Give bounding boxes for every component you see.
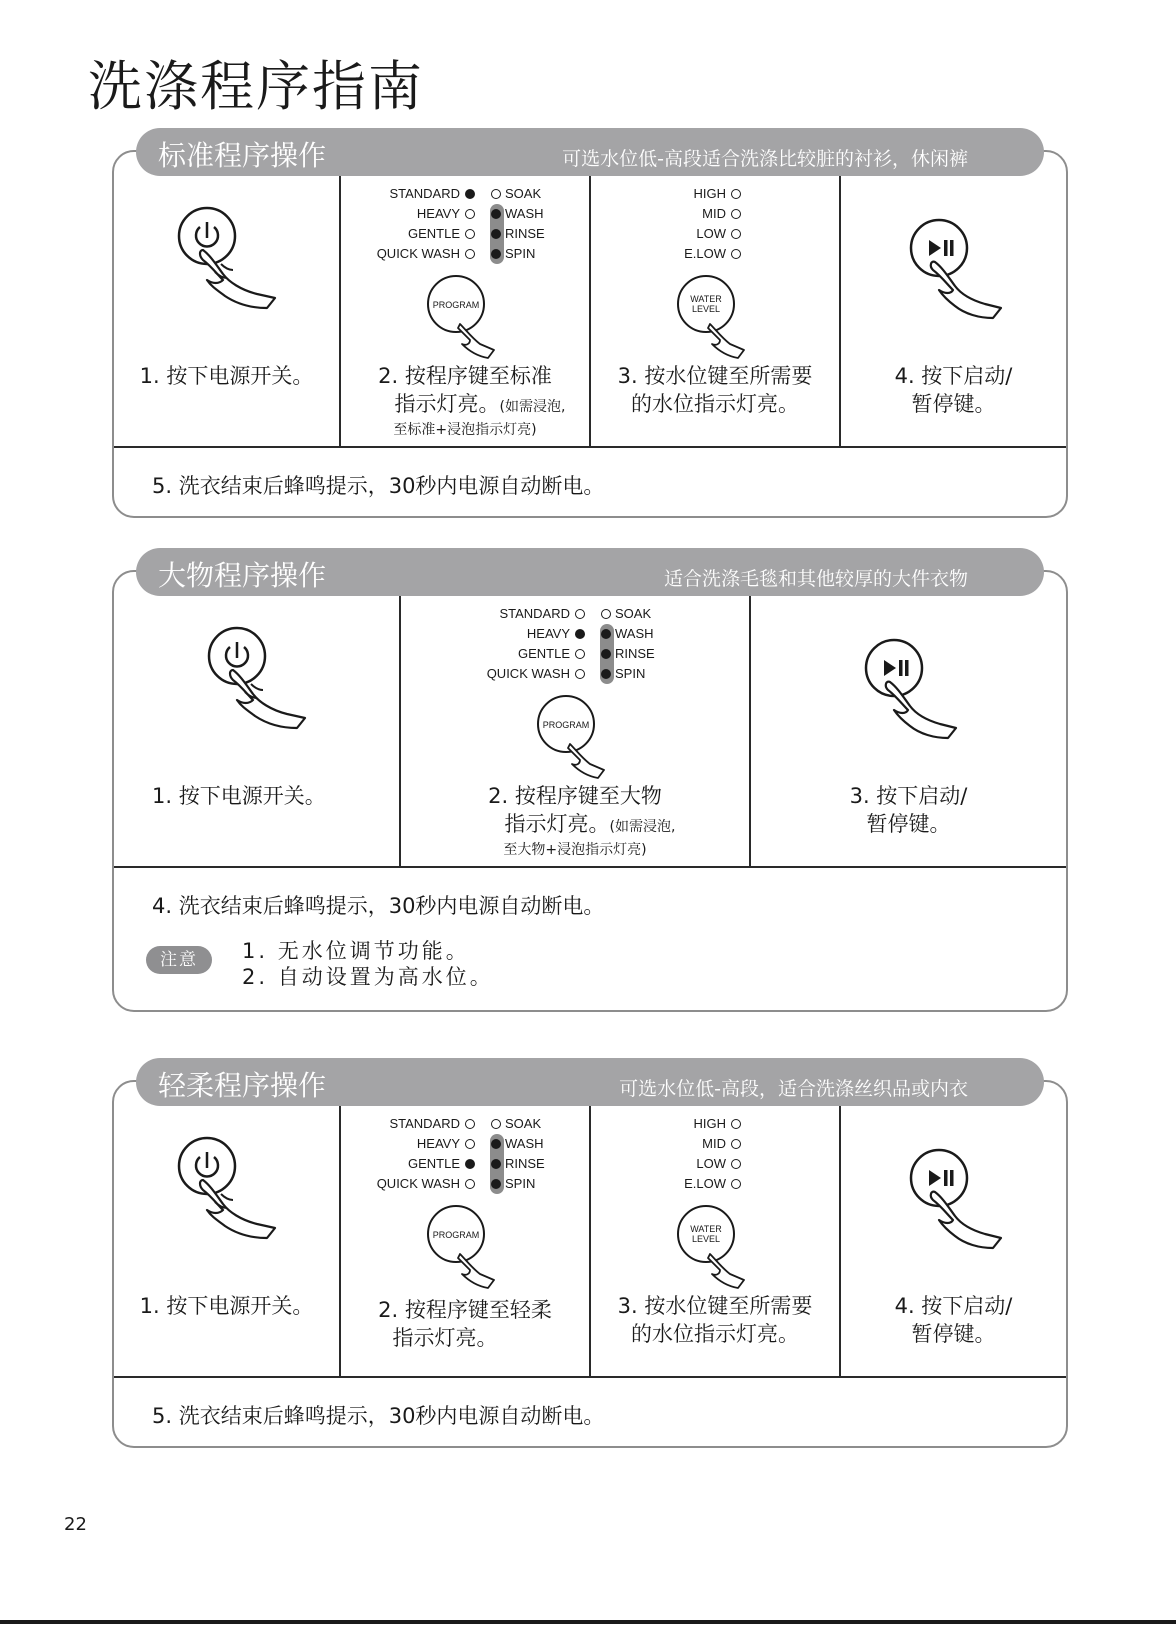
indicator-light-icon bbox=[601, 609, 611, 619]
start-pause-button-icon[interactable] bbox=[899, 1146, 1009, 1256]
phase-rinse: RINSE bbox=[491, 1154, 545, 1174]
indicator-heavy: HEAVY bbox=[481, 624, 585, 644]
indicator-light-icon bbox=[491, 1179, 501, 1189]
indicator-light-icon bbox=[575, 629, 585, 639]
power-button-icon[interactable] bbox=[167, 1130, 287, 1250]
indicator-light-icon bbox=[491, 1139, 501, 1149]
indicator-light-icon bbox=[731, 189, 741, 199]
power-button-icon[interactable] bbox=[167, 200, 287, 320]
indicator-light-icon bbox=[491, 229, 501, 239]
power-button-icon[interactable] bbox=[197, 620, 317, 740]
level-mid: MID bbox=[651, 204, 741, 224]
section-description: 可选水位低-高段，适合洗涤丝织品或内衣 bbox=[619, 1078, 968, 1100]
indicator-gentle: GENTLE bbox=[371, 1154, 475, 1174]
step-3-caption: 3. 按水位键至所需要 的水位指示灯亮。 bbox=[617, 1294, 813, 1346]
section-title: 轻柔程序操作 bbox=[158, 1069, 327, 1102]
section-footer: 5. 洗衣结束后蜂鸣提示，30秒内电源自动断电。 bbox=[152, 474, 605, 498]
step-4-caption: 4. 按下启动/ 暂停键。 bbox=[894, 1294, 1013, 1346]
indicator-light-icon bbox=[491, 209, 501, 219]
phase-spin: SPIN bbox=[601, 664, 655, 684]
section-description: 适合洗涤毛毯和其他较厚的大件衣物 bbox=[663, 568, 968, 590]
start-pause-button-icon[interactable] bbox=[899, 216, 1009, 326]
start-pause-button-icon[interactable] bbox=[854, 636, 964, 746]
section-footer: 5. 洗衣结束后蜂鸣提示，30秒内电源自动断电。 bbox=[152, 1404, 605, 1428]
step-2-caption: 2. 按程序键至标准 指示灯亮。(如需浸泡, 至标准+浸泡指示灯亮) bbox=[378, 364, 566, 438]
program-button-icon[interactable] bbox=[530, 692, 620, 782]
step-3-caption: 3. 按下启动/ 暂停键。 bbox=[849, 784, 968, 836]
level-high: HIGH bbox=[651, 184, 741, 204]
phase-indicators bbox=[491, 1114, 545, 1194]
step-3-cell bbox=[591, 176, 841, 446]
section-header bbox=[136, 128, 1044, 176]
indicator-standard: STANDARD bbox=[371, 184, 475, 204]
water-level-button-icon[interactable] bbox=[670, 1202, 760, 1292]
water-button-label-2: LEVEL bbox=[691, 304, 721, 314]
water-level-indicators bbox=[651, 1114, 741, 1194]
section-header bbox=[136, 1058, 1044, 1106]
step-4-cell bbox=[841, 176, 1066, 446]
indicator-gentle: GENTLE bbox=[371, 224, 475, 244]
step-4-caption: 4. 按下启动/ 暂停键。 bbox=[894, 364, 1013, 416]
gentle-program-section bbox=[112, 1069, 1068, 1448]
indicator-light-icon bbox=[491, 249, 501, 259]
step-1-caption: 1. 按下电源开关。 bbox=[139, 364, 314, 388]
level-mid: MID bbox=[651, 1134, 741, 1154]
indicator-quick-wash: QUICK WASH bbox=[481, 664, 585, 684]
indicator-light-icon bbox=[575, 609, 585, 619]
indicator-light-icon bbox=[731, 1179, 741, 1189]
indicator-light-icon bbox=[731, 209, 741, 219]
step-4-cell bbox=[841, 1106, 1066, 1376]
indicator-gentle: GENTLE bbox=[481, 644, 585, 664]
note-lines: 1. 无水位调节功能。 2. 自动设置为高水位。 bbox=[242, 939, 494, 989]
step-2-cell bbox=[341, 176, 591, 446]
phase-soak: SOAK bbox=[601, 604, 655, 624]
step-2-cell bbox=[341, 1106, 591, 1376]
indicator-heavy: HEAVY bbox=[371, 204, 475, 224]
water-level-indicators bbox=[651, 184, 741, 264]
program-indicators bbox=[481, 604, 585, 684]
indicator-light-icon bbox=[731, 1119, 741, 1129]
indicator-light-icon bbox=[465, 1119, 475, 1129]
phase-spin: SPIN bbox=[491, 244, 545, 264]
steps-row bbox=[114, 1106, 1066, 1378]
steps-row bbox=[114, 176, 1066, 448]
indicator-light-icon bbox=[465, 209, 475, 219]
indicator-quick-wash: QUICK WASH bbox=[371, 1174, 475, 1194]
phase-wash: WASH bbox=[601, 624, 655, 644]
step-1-caption: 1. 按下电源开关。 bbox=[139, 1294, 314, 1318]
level-elow: E.LOW bbox=[651, 244, 741, 264]
water-button-label-2: LEVEL bbox=[691, 1234, 721, 1244]
level-low: LOW bbox=[651, 1154, 741, 1174]
level-elow: E.LOW bbox=[651, 1174, 741, 1194]
step-1-cell bbox=[114, 596, 401, 866]
phase-rinse: RINSE bbox=[491, 224, 545, 244]
indicator-heavy: HEAVY bbox=[371, 1134, 475, 1154]
level-high: HIGH bbox=[651, 1114, 741, 1134]
phase-soak: SOAK bbox=[491, 184, 545, 204]
section-title: 大物程序操作 bbox=[158, 559, 327, 592]
indicator-standard: STANDARD bbox=[371, 1114, 475, 1134]
section-title: 标准程序操作 bbox=[158, 139, 327, 172]
step-2-caption: 2. 按程序键至大物 指示灯亮。(如需浸泡, 至大物+浸泡指示灯亮) bbox=[488, 784, 676, 858]
step-3-cell bbox=[591, 1106, 841, 1376]
indicator-light-icon bbox=[731, 1139, 741, 1149]
step-1-cell bbox=[114, 1106, 341, 1376]
phase-wash: WASH bbox=[491, 204, 545, 224]
program-button-icon[interactable] bbox=[420, 272, 510, 362]
phase-indicators bbox=[491, 184, 545, 264]
section-header bbox=[136, 548, 1044, 596]
phase-indicators bbox=[601, 604, 655, 684]
phase-spin: SPIN bbox=[491, 1174, 545, 1194]
indicator-light-icon bbox=[465, 229, 475, 239]
step-3-cell bbox=[751, 596, 1066, 866]
indicator-light-icon bbox=[465, 1139, 475, 1149]
step-1-caption: 1. 按下电源开关。 bbox=[152, 784, 326, 808]
bottom-rule bbox=[0, 1620, 1176, 1624]
indicator-light-icon bbox=[491, 1119, 501, 1129]
level-low: LOW bbox=[651, 224, 741, 244]
water-button-label-1: WATER bbox=[690, 1224, 722, 1234]
program-button-icon[interactable] bbox=[420, 1202, 510, 1292]
step-1-cell bbox=[114, 176, 341, 446]
water-button-label-1: WATER bbox=[690, 294, 722, 304]
page-number: 22 bbox=[64, 1514, 87, 1535]
indicator-light-icon bbox=[465, 1179, 475, 1189]
program-button-label: PROGRAM bbox=[542, 720, 590, 730]
phase-rinse: RINSE bbox=[601, 644, 655, 664]
indicator-light-icon bbox=[465, 1159, 475, 1169]
indicator-light-icon bbox=[465, 249, 475, 259]
indicator-standard: STANDARD bbox=[481, 604, 585, 624]
step-3-caption: 3. 按水位键至所需要 的水位指示灯亮。 bbox=[617, 364, 813, 416]
program-indicators bbox=[371, 1114, 475, 1194]
indicator-light-icon bbox=[731, 1159, 741, 1169]
indicator-light-icon bbox=[575, 669, 585, 679]
note-badge: 注意 bbox=[146, 946, 212, 974]
section-footer: 4. 洗衣结束后蜂鸣提示，30秒内电源自动断电。 bbox=[152, 894, 605, 918]
indicator-light-icon bbox=[575, 649, 585, 659]
program-button-label: PROGRAM bbox=[432, 1230, 480, 1240]
indicator-light-icon bbox=[491, 1159, 501, 1169]
water-level-button-icon[interactable] bbox=[670, 272, 760, 362]
indicator-light-icon bbox=[731, 249, 741, 259]
program-indicators bbox=[371, 184, 475, 264]
indicator-quick-wash: QUICK WASH bbox=[371, 244, 475, 264]
steps-row bbox=[114, 596, 1066, 868]
phase-soak: SOAK bbox=[491, 1114, 545, 1134]
phase-wash: WASH bbox=[491, 1134, 545, 1154]
program-button-label: PROGRAM bbox=[432, 300, 480, 310]
indicator-light-icon bbox=[601, 669, 611, 679]
indicator-light-icon bbox=[601, 629, 611, 639]
heavy-program-section bbox=[112, 559, 1068, 1012]
indicator-light-icon bbox=[601, 649, 611, 659]
section-description: 可选水位低-高段适合洗涤比较脏的衬衫，休闲裤 bbox=[562, 148, 968, 170]
indicator-light-icon bbox=[491, 189, 501, 199]
indicator-light-icon bbox=[465, 189, 475, 199]
step-2-cell bbox=[401, 596, 751, 866]
step-2-caption: 2. 按程序键至轻柔 指示灯亮。 bbox=[378, 1298, 552, 1350]
page-title: 洗涤程序指南 bbox=[88, 55, 424, 118]
standard-program-section bbox=[112, 139, 1068, 518]
indicator-light-icon bbox=[731, 229, 741, 239]
